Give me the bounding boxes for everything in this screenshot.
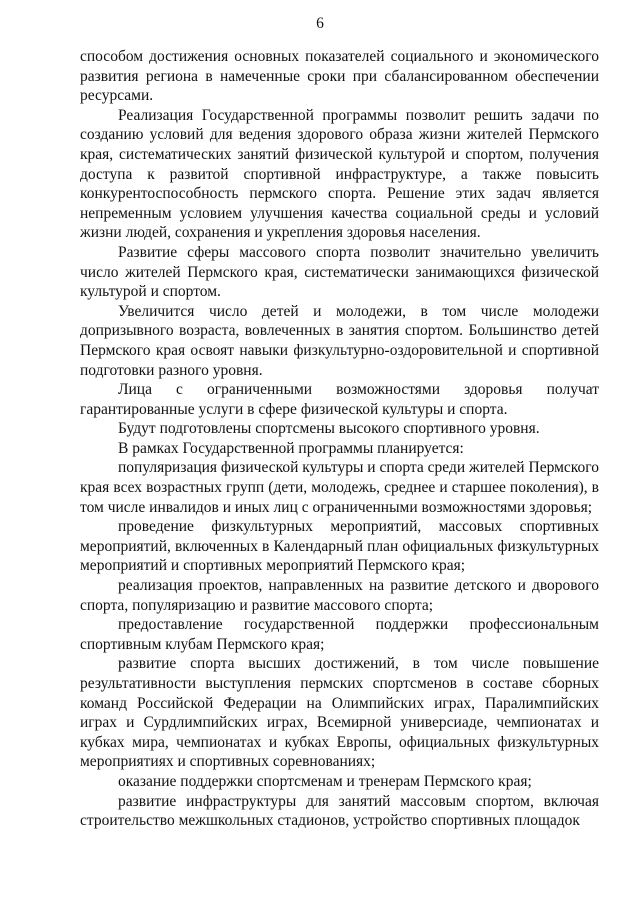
document-body <box>80 47 599 831</box>
paragraph: Реализация Государственной программы позволит решить задачи по созданию условий для ведения здорового образа жизни жителей Пермского края, систематических занятий физической культурой и спортом, получения доступа к развитой спортивной инфраструктуре, а также повысить конкурентоспособность пермского спорта. Решение этих задач является непременным условием улучшения качества социальной среды и условий жизни людей, сохранения и укрепления здоровья населения. <box>80 106 599 242</box>
list-item: проведение физкультурных мероприятий, массовых спортивных мероприятий, включенных в Календарный план официальных физкультурных мероприятий и спортивных мероприятий Пермского края; <box>80 518 599 575</box>
list-item: оказание поддержки спортсменам и тренерам Пермского края; <box>118 772 532 790</box>
paragraph: Лица с ограниченными возможностями здоровья получат гарантированные услуги в сфере физической культуры и спорта. <box>80 381 599 418</box>
list-item: предоставление государственной поддержки профессиональным спортивным клубам Пермского края; <box>80 616 599 653</box>
list-item: развитие спорта высших достижений, в том числе повышение результативности выступления пермских спортсменов в составе сборных команд Российской Федерации на Олимпийских играх, Паралимпийских играх и Сурдлимпийских играх, Всемирной универсиаде, чемпионатах и кубках мира, чемпионатах и кубках Европы, официальных физкультурных мероприятиях и спортивных соревнованиях; <box>80 655 599 771</box>
list-item: популяризация физической культуры и спорта среди жителей Пермского края всех возрастных групп (дети, молодежь, среднее и старшее поколения), в том числе инвалидов и иных лиц с ограниченными возможностями здоровья; <box>80 459 599 516</box>
page-number: 6 <box>316 15 324 32</box>
paragraph: Будут подготовлены спортсмены высокого спортивного уровня. <box>118 420 540 438</box>
paragraph: Увеличится число детей и молодежи, в том числе молодежи допризывного возраста, вовлеченных в занятия спортом. Большинство детей Пермского края освоят навыки физкультурно-оздоровительной и спортивной подготовки разного уровня. <box>80 302 599 379</box>
list-item: развитие инфраструктуры для занятий массовым спортом, включая строительство межшкольных стадионов, устройство спортивных площадок <box>80 792 599 830</box>
paragraph: В рамках Государственной программы планируется: <box>118 439 464 457</box>
paragraph: способом достижения основных показателей социального и экономического развития региона в намеченные сроки при сбалансированном обеспечении ресурсами. <box>80 48 599 105</box>
paragraph: Развитие сферы массового спорта позволит значительно увеличить число жителей Пермского края, систематически занимающихся физической культурой и спортом. <box>80 243 599 301</box>
list-item: реализация проектов, направленных на развитие детского и дворового спорта, популяризацию и развитие массового спорта; <box>80 577 599 614</box>
